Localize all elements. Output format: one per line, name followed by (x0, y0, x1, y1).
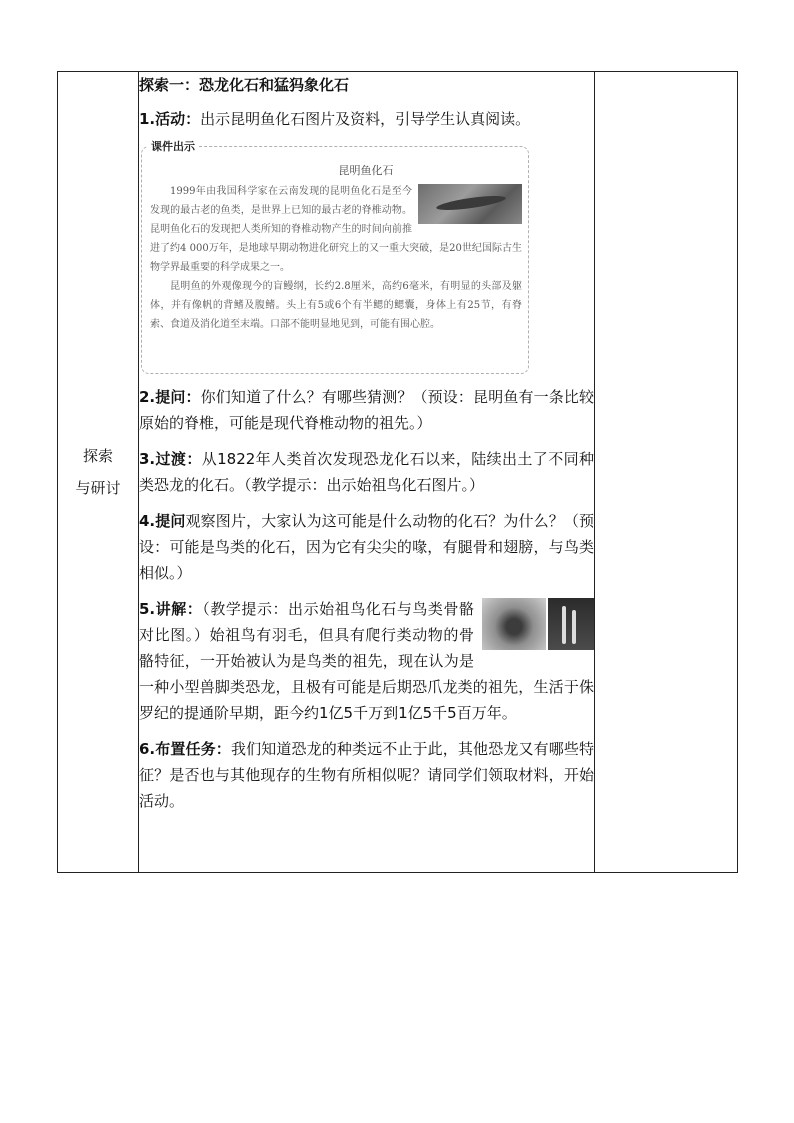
activity-label: 1.活动： (139, 110, 201, 128)
section-heading: 探索一：恐龙化石和猛犸象化石 (139, 76, 350, 94)
task-paragraph (139, 736, 594, 814)
question1-text: 你们知道了什么？有哪些猜测？（预设：昆明鱼有一条比较原始的脊椎，可能是现代脊椎动物的祖先。） (139, 388, 594, 432)
transition-text: 从1822年人类首次发现恐龙化石以来，陆续出土了不同种类恐龙的化石。（教学提示：出示始祖鸟化石图片。） (139, 450, 594, 494)
transition-paragraph (139, 446, 594, 498)
content-cell (139, 72, 595, 873)
courseware-paragraph-1: 1999年由我国科学家在云南发现的昆明鱼化石是至今发现的最古老的鱼类，是世界上已知的最古老的脊椎动物。昆明鱼化石的发现把人类所知的脊椎动物产生的时间向前推进了约4 000万年，是地球早期动物进化研究上的又一重大突破，是20世纪国际古生物学界最重要的科学成果之一。 (150, 186, 522, 273)
bird-skeleton-image (548, 598, 594, 650)
notes-cell (595, 72, 738, 873)
task-text: 我们知道恐龙的种类远不止于此，其他恐龙又有哪些特征？是否也与其他现存的生物有所相似呢？请同学们领取材料，开始活动。 (139, 740, 594, 810)
table-row (58, 72, 738, 873)
section-label-line1: 探索 (82, 447, 113, 465)
archaeopteryx-bird-comparison-image (482, 598, 594, 650)
question1-paragraph (139, 384, 594, 436)
section-label-cell (58, 72, 139, 873)
question2-paragraph (139, 508, 594, 586)
courseware-paragraph-2: 昆明鱼的外观像现今的盲鳗纲，长约2.8厘米，高约6毫米，有明显的头部及躯体，并有像帆的背鳍及腹鳍。头上有5或6个有半鳃的鳃囊，身体上有25节，有脊索、食道及消化道至末端。口部不能明显地见到，可能有围心腔。 (150, 281, 522, 330)
kunming-fish-fossil-image (418, 184, 522, 224)
activity-paragraph (139, 106, 594, 132)
question2-text: 观察图片，大家认为这可能是什么动物的化石？为什么？（预设：可能是鸟类的化石，因为它有尖尖的喙，有腿骨和翅膀，与鸟类相似。） (139, 512, 594, 582)
courseware-box (141, 140, 529, 374)
lecture-label: 5.讲解： (139, 600, 203, 618)
courseware-tag: 课件出示 (148, 137, 198, 156)
archaeopteryx-fossil-image (482, 598, 546, 650)
lesson-plan-table (57, 71, 738, 873)
transition-label: 3.过渡： (139, 450, 202, 468)
activity-text: 出示昆明鱼化石图片及资料，引导学生认真阅读。 (200, 110, 531, 128)
lecture-text: （教学提示：出示始祖鸟化石与鸟类骨骼对比图。）始祖鸟有羽毛，但具有爬行类动物的骨骼特征，一开始被认为是鸟类的祖先，现在认为是一种小型兽脚类恐龙，且极有可能是后期恐爪龙类的祖先，生活于侏罗纪的提通阶早期，距今约1亿5千万到1亿5千5百万年。 (139, 600, 594, 722)
question2-label: 4.提问 (139, 512, 186, 530)
lecture-paragraph (139, 596, 594, 726)
section-label-line2: 与研讨 (75, 479, 121, 497)
task-label: 6.布置任务： (139, 740, 231, 758)
courseware-title: 昆明鱼化石 (338, 164, 394, 177)
question1-label: 2.提问： (139, 388, 201, 406)
